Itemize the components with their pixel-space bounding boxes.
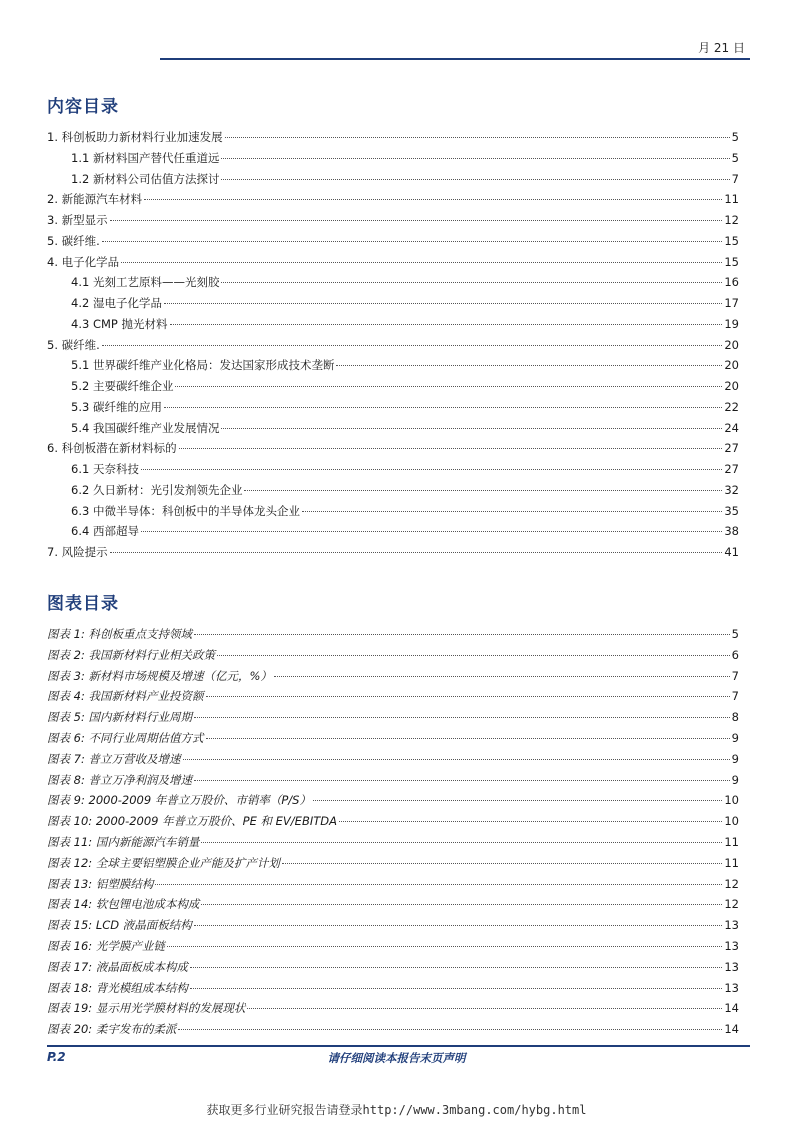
- dot-leader: [244, 490, 722, 491]
- figure-entry-page: 11: [724, 834, 739, 849]
- dot-leader: [141, 469, 722, 470]
- toc-entry-label: 1.2 新材料公司估值方法探讨: [71, 171, 220, 186]
- dot-leader: [110, 220, 723, 221]
- dot-leader: [313, 800, 722, 801]
- figure-entry-label: 图表 13: 铝塑膜结构: [47, 876, 154, 891]
- dot-leader: [225, 137, 730, 138]
- dot-leader: [190, 967, 723, 968]
- toc-list: [47, 127, 739, 563]
- figure-entry[interactable]: [47, 811, 739, 832]
- toc-entry-label: 1. 科创板助力新材料行业加速发展: [47, 130, 223, 144]
- figure-entry-label: 图表 6: 不同行业周期估值方式: [47, 730, 204, 745]
- figure-entry-label: 图表 11: 国内新能源汽车销量: [47, 834, 200, 849]
- figure-entry-page: 9: [731, 772, 739, 787]
- dot-leader: [221, 428, 722, 429]
- toc-title: 内容目录: [47, 97, 119, 117]
- figure-entry-label: 图表 4: 我国新材料产业投资额: [47, 689, 204, 704]
- toc-entry[interactable]: [47, 480, 739, 501]
- figures-title: 图表目录: [47, 594, 119, 614]
- dot-leader: [167, 946, 723, 947]
- figure-entry-label: 图表 12: 全球主要铝塑膜企业产能及扩产计划: [47, 855, 280, 870]
- toc-entry-label: 5.1 世界碳纤维产业化格局：发达国家形成技术垄断: [71, 358, 335, 373]
- figure-entry[interactable]: [47, 728, 739, 749]
- toc-entry[interactable]: [47, 189, 739, 210]
- figure-entry-page: 6: [731, 647, 739, 662]
- dot-leader: [217, 655, 730, 656]
- toc-entry[interactable]: [47, 418, 739, 439]
- toc-entry[interactable]: [47, 521, 739, 542]
- toc-entry-page: 20: [724, 358, 739, 373]
- dot-leader: [221, 179, 729, 180]
- figure-entry-page: 12: [724, 876, 739, 891]
- dot-leader: [179, 448, 723, 449]
- toc-entry-label: 1.1 新材料国产替代任重道远: [71, 150, 220, 165]
- dot-leader: [247, 1008, 722, 1009]
- toc-entry[interactable]: [47, 293, 739, 314]
- toc-entry-page: 16: [724, 275, 739, 290]
- figure-entry-label: 图表 17: 液晶面板成本构成: [47, 959, 188, 974]
- dot-leader: [194, 634, 730, 635]
- figure-entry[interactable]: [47, 832, 739, 853]
- toc-entry-page: 35: [724, 503, 739, 518]
- toc-entry-label: 2. 新能源汽车材料: [47, 192, 143, 207]
- figure-entry-label: 图表 18: 背光模组成本结构: [47, 980, 188, 995]
- figure-entry-page: 14: [724, 1001, 739, 1016]
- figure-entry-page: 11: [724, 855, 739, 870]
- dot-leader: [194, 717, 730, 718]
- toc-entry[interactable]: [47, 376, 739, 397]
- figure-entry-label: 图表 2: 我国新材料行业相关政策: [47, 647, 216, 662]
- dot-leader: [221, 282, 722, 283]
- dot-leader: [194, 780, 730, 781]
- figure-entry[interactable]: [47, 978, 739, 999]
- figure-entry[interactable]: [47, 790, 739, 811]
- dot-leader: [183, 759, 730, 760]
- toc-entry-label: 4.3 CMP 抛光材料: [71, 316, 168, 331]
- header-date: 月 21 日: [698, 41, 745, 55]
- toc-entry[interactable]: [47, 459, 739, 480]
- figure-entry-label: 图表 9: 2000-2009 年普立万股价、市销率（P/S）: [47, 793, 311, 808]
- figure-entry[interactable]: [47, 936, 739, 957]
- dot-leader: [102, 241, 723, 242]
- dot-leader: [170, 324, 723, 325]
- figure-entry[interactable]: [47, 874, 739, 895]
- toc-entry-label: 4.1 光刻工艺原料——光刻胶: [71, 275, 220, 290]
- figure-entry[interactable]: [47, 645, 739, 666]
- toc-entry-page: 17: [724, 296, 739, 310]
- dot-leader: [339, 821, 722, 822]
- toc-entry-label: 5.3 碳纤维的应用: [71, 399, 162, 414]
- toc-entry-page: 11: [724, 192, 739, 207]
- figures-list: [47, 624, 739, 1040]
- toc-entry-label: 3. 新型显示: [47, 213, 108, 227]
- toc-entry[interactable]: [47, 252, 739, 273]
- dot-leader: [155, 884, 722, 885]
- figure-entry[interactable]: [47, 915, 739, 936]
- toc-entry-label: 4. 电子化学品: [47, 254, 120, 269]
- toc-entry[interactable]: [47, 501, 739, 522]
- figure-entry-page: 13: [724, 980, 739, 995]
- figure-entry-page: 12: [724, 897, 739, 912]
- figure-entry-label: 图表 14: 软包锂电池成本构成: [47, 897, 200, 912]
- toc-entry-page: 15: [724, 254, 739, 269]
- toc-entry[interactable]: [47, 397, 739, 418]
- dot-leader: [164, 407, 722, 408]
- figure-entry-label: 图表 7: 普立万营收及增速: [47, 751, 181, 766]
- toc-entry-label: 5.2 主要碳纤维企业: [71, 379, 174, 393]
- toc-entry-label: 4.2 湿电子化学品: [71, 296, 162, 310]
- figure-entry-page: 13: [724, 918, 739, 933]
- dot-leader: [302, 511, 722, 512]
- figure-entry[interactable]: [47, 686, 739, 707]
- toc-entry-page: 7: [731, 171, 739, 186]
- toc-entry-page: 20: [724, 337, 739, 352]
- toc-entry-page: 5: [731, 150, 739, 165]
- figure-entry-label: 图表 15: LCD 液晶面板结构: [47, 918, 192, 933]
- figure-entry-page: 13: [724, 938, 739, 953]
- figure-entry-label: 图表 3: 新材料市场规模及增速（亿元，%）: [47, 668, 272, 683]
- dot-leader: [175, 386, 722, 387]
- toc-entry-page: 38: [724, 524, 739, 539]
- footer-disclaimer: 请仔细阅读本报告末页声明: [327, 1051, 466, 1065]
- toc-entry-page: 12: [724, 213, 739, 227]
- toc-entry-page: 19: [724, 316, 739, 331]
- toc-entry-page: 20: [724, 379, 739, 393]
- dot-leader: [190, 988, 723, 989]
- dot-leader: [194, 925, 723, 926]
- toc-entry-label: 7. 风险提示: [47, 545, 108, 559]
- toc-entry[interactable]: [47, 314, 739, 335]
- figure-entry[interactable]: [47, 770, 739, 791]
- toc-entry-page: 24: [724, 420, 739, 435]
- toc-entry-label: 5. 碳纤维.: [47, 337, 100, 352]
- figure-entry[interactable]: [47, 666, 739, 687]
- toc-entry[interactable]: [47, 335, 739, 356]
- toc-entry-label: 5.4 我国碳纤维产业发展情况: [71, 420, 220, 435]
- toc-entry[interactable]: [47, 355, 739, 376]
- toc-entry[interactable]: [47, 272, 739, 293]
- figure-entry-page: 9: [731, 730, 739, 745]
- figure-entry-page: 7: [731, 689, 739, 704]
- toc-entry-label: 6.3 中微半导体：科创板中的半导体龙头企业: [71, 503, 300, 518]
- dot-leader: [221, 158, 729, 159]
- dot-leader: [206, 696, 730, 697]
- figure-entry-page: 8: [731, 710, 739, 725]
- toc-entry[interactable]: [47, 438, 739, 459]
- figure-entry-page: 13: [724, 959, 739, 974]
- toc-entry[interactable]: [47, 148, 739, 169]
- toc-entry-page: 32: [724, 482, 739, 497]
- toc-entry[interactable]: [47, 169, 739, 190]
- figure-entry-page: 5: [731, 627, 739, 641]
- figure-entry-label: 图表 10: 2000-2009 年普立万股价、PE 和 EV/EBITDA: [47, 814, 337, 829]
- toc-entry-page: 27: [724, 441, 739, 456]
- figure-entry[interactable]: [47, 1019, 739, 1040]
- toc-entry-page: 5: [731, 130, 739, 144]
- toc-entry[interactable]: [47, 210, 739, 231]
- figure-entry-label: 图表 5: 国内新材料行业周期: [47, 710, 193, 725]
- dot-leader: [178, 1029, 722, 1030]
- figure-entry-page: 9: [731, 751, 739, 766]
- footer-page-number: P.2: [47, 1050, 66, 1064]
- figure-entry-label: 图表 8: 普立万净利润及增速: [47, 772, 193, 787]
- dot-leader: [144, 199, 722, 200]
- toc-entry-label: 6. 科创板潜在新材料标的: [47, 441, 177, 456]
- toc-entry[interactable]: [47, 127, 739, 148]
- dot-leader: [336, 365, 722, 366]
- watermark-link[interactable]: 获取更多行业研究报告请登录http://www.3mbang.com/hybg.html: [206, 1103, 587, 1117]
- figure-entry[interactable]: [47, 894, 739, 915]
- figure-entry-page: 10: [724, 793, 739, 808]
- dot-leader: [274, 676, 730, 677]
- figure-entry-label: 图表 20: 柔宇发布的柔派: [47, 1022, 177, 1037]
- figure-entry-page: 10: [724, 814, 739, 829]
- toc-entry-label: 6.1 天奈科技: [71, 462, 139, 476]
- dot-leader: [206, 738, 730, 739]
- figure-entry[interactable]: [47, 749, 739, 770]
- dot-leader: [201, 904, 722, 905]
- figure-entry[interactable]: [47, 957, 739, 978]
- dot-leader: [201, 842, 722, 843]
- figure-entry[interactable]: [47, 707, 739, 728]
- figure-entry-label: 图表 16: 光学膜产业链: [47, 938, 165, 953]
- toc-entry-label: 5. 碳纤维.: [47, 233, 100, 248]
- dot-leader: [102, 345, 723, 346]
- dot-leader: [164, 303, 722, 304]
- toc-entry[interactable]: [47, 542, 739, 563]
- toc-entry-label: 6.4 西部超导: [71, 524, 139, 539]
- header-divider: [160, 58, 750, 60]
- toc-entry-label: 6.2 久日新材：光引发剂领先企业: [71, 482, 243, 497]
- figure-entry[interactable]: [47, 624, 739, 645]
- dot-leader: [141, 531, 722, 532]
- figure-entry[interactable]: [47, 853, 739, 874]
- toc-entry-page: 15: [724, 233, 739, 248]
- dot-leader: [282, 863, 723, 864]
- footer-divider: [47, 1045, 750, 1047]
- figure-entry-page: 7: [731, 668, 739, 683]
- dot-leader: [121, 262, 722, 263]
- figure-entry[interactable]: [47, 998, 739, 1019]
- dot-leader: [110, 552, 723, 553]
- figure-entry-label: 图表 1: 科创板重点支持领域: [47, 627, 193, 641]
- toc-entry-page: 22: [724, 399, 739, 414]
- figure-entry-label: 图表 19: 显示用光学膜材料的发展现状: [47, 1001, 246, 1016]
- figure-entry-page: 14: [724, 1022, 739, 1037]
- toc-entry-page: 27: [724, 462, 739, 476]
- toc-entry-page: 41: [724, 545, 739, 559]
- toc-entry[interactable]: [47, 231, 739, 252]
